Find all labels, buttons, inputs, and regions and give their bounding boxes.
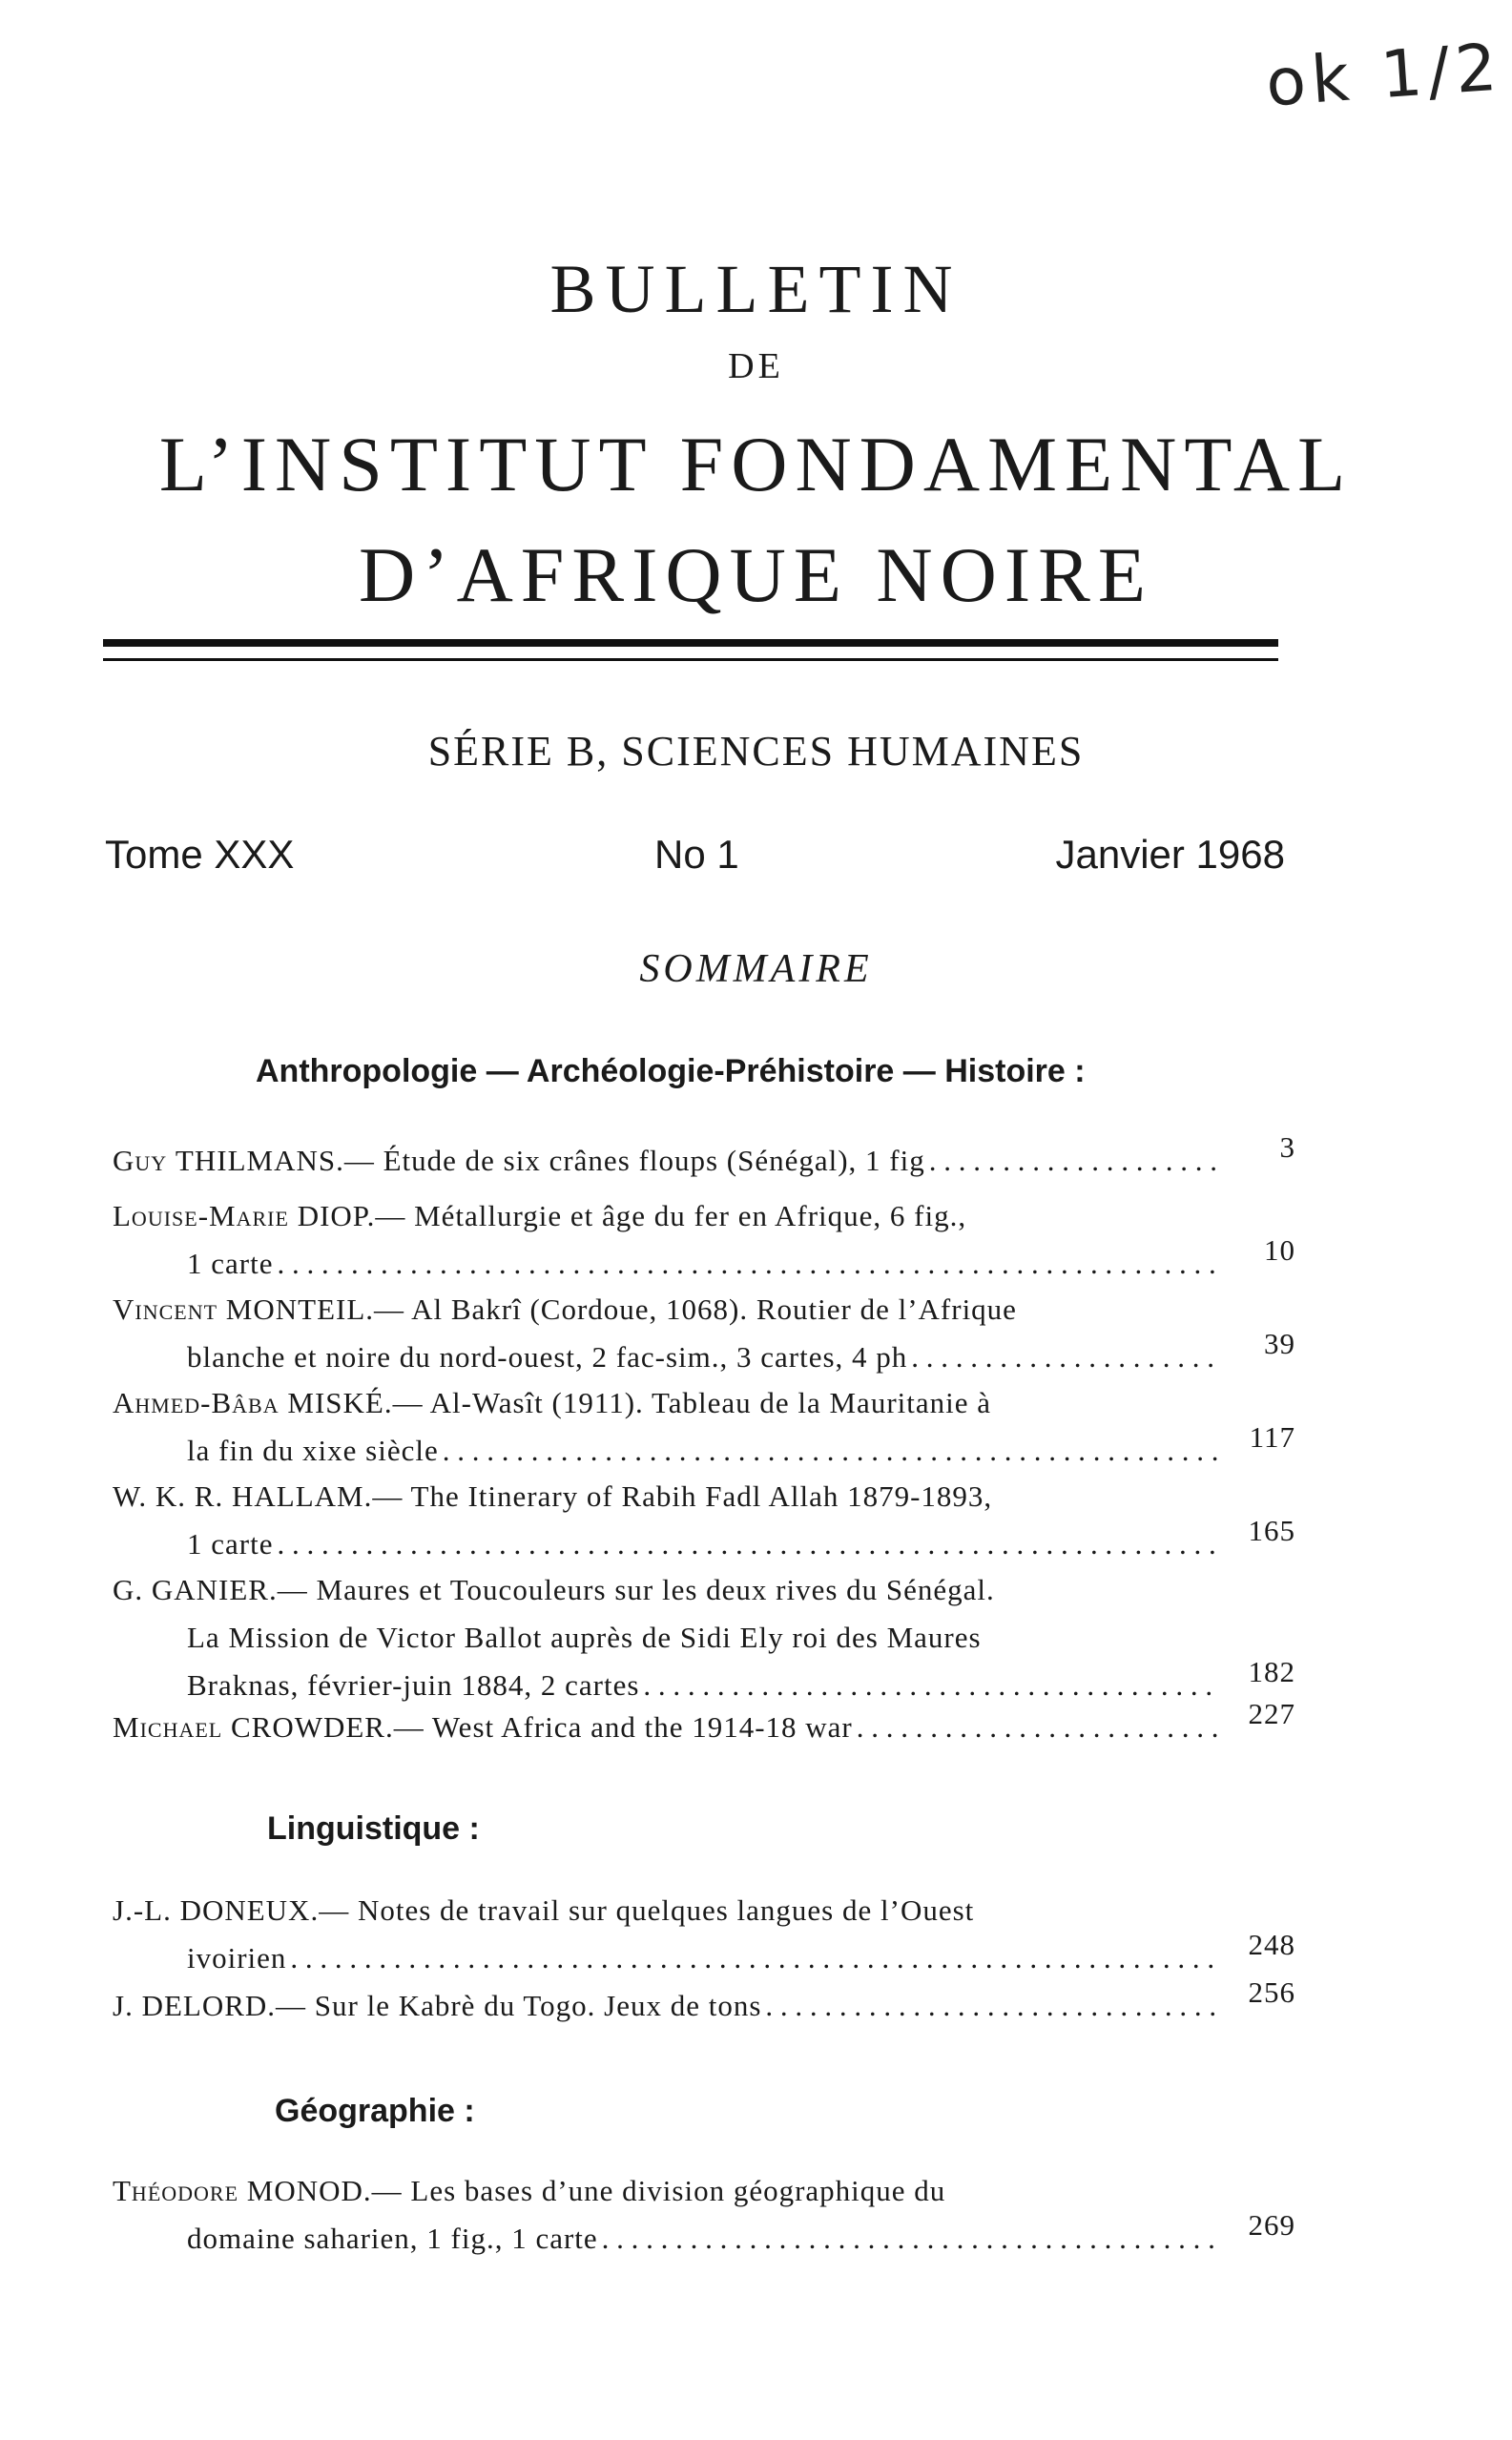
toc-entry-hallam	[113, 1473, 1295, 1568]
series-title: SÉRIE B, SCIENCES HUMAINES	[427, 728, 1085, 775]
entry-title: — Al-Wasît (1911). Tableau de la Mauritanie à	[392, 1386, 992, 1419]
toc-entry-delord	[113, 1975, 1295, 2030]
entry-title-continued: La Mission de Victor Ballot auprès de Sidi Ely roi des Maures	[187, 1621, 982, 1654]
toc-entry-monod	[113, 2167, 1295, 2263]
author-first: Ahmed-Bâba	[113, 1386, 280, 1419]
title-de: DE	[728, 346, 784, 386]
entry-title-continued: domaine saharien, 1 fig., 1 carte	[187, 2222, 598, 2255]
leader-dots	[857, 1704, 1219, 1751]
issue-tome: Tome XXX	[105, 832, 295, 877]
entry-title-continued: blanche et noire du nord-ouest, 2 fac-sim., 3 cartes, 4 ph	[187, 1340, 908, 1374]
entry-title-continued: ivoirien	[187, 1941, 287, 1975]
leader-dots	[929, 1137, 1219, 1185]
page-number: 248	[1248, 1928, 1295, 1961]
entry-title: — The Itinerary of Rabih Fadl Allah 1879-1893,	[372, 1479, 993, 1513]
entry-title-continued: 1 carte	[187, 1527, 274, 1561]
leader-dots	[911, 1334, 1219, 1381]
leader-dots	[277, 1520, 1219, 1568]
author-first: Guy	[113, 1144, 168, 1177]
leader-dots	[277, 1240, 1219, 1288]
author-last: G. GANIER.	[113, 1573, 278, 1606]
entry-title-continued: la fin du xixe siècle	[187, 1434, 439, 1467]
page-number: 256	[1248, 1975, 1295, 2009]
author-first: Vincent	[113, 1292, 218, 1326]
entry-title-continued: Braknas, février-juin 1884, 2 cartes	[187, 1668, 640, 1702]
page-number: 182	[1248, 1655, 1295, 1688]
issue-number: No 1	[654, 832, 739, 877]
author-last: MISKÉ.	[287, 1386, 393, 1419]
entry-title-continued: 1 carte	[187, 1247, 274, 1280]
author-first: Michael	[113, 1710, 223, 1744]
author-first: Théodore	[113, 2174, 239, 2207]
page-number: 39	[1264, 1327, 1295, 1360]
toc-entry-crowder	[113, 1697, 1295, 1751]
toc-entry-thilmans	[113, 1130, 1295, 1185]
author-last: DIOP.	[297, 1199, 376, 1232]
issue-date: Janvier 1968	[1055, 832, 1285, 877]
page-number: 117	[1249, 1420, 1295, 1454]
page-number: 227	[1248, 1697, 1295, 1730]
entry-title: — Les bases d’une division géographique du	[371, 2174, 946, 2207]
entry-title: — Notes de travail sur quelques langues de l’Ouest	[319, 1893, 975, 1927]
section-heading-anthropologie: Anthropologie — Archéologie-Préhistoire — Histoire :	[256, 1053, 1086, 1089]
page-number: 10	[1264, 1233, 1295, 1267]
author-last: W. K. R. HALLAM.	[113, 1479, 373, 1513]
title-bulletin: BULLETIN	[549, 251, 963, 327]
author-last: CROWDER.	[230, 1710, 394, 1744]
entry-title: — Sur le Kabrè du Togo. Jeux de tons	[276, 1989, 762, 2022]
author-last: MONOD.	[246, 2174, 372, 2207]
handwritten-note: ok 1/2	[1263, 30, 1505, 122]
entry-title: — Étude de six crânes floups (Sénégal), 1 fig	[343, 1144, 925, 1177]
entry-title: — Maures et Toucouleurs sur les deux rives du Sénégal.	[277, 1573, 995, 1606]
author-last: J.-L. DONEUX.	[113, 1893, 320, 1927]
page-number: 165	[1248, 1514, 1295, 1547]
author-last: J. DELORD.	[113, 1989, 277, 2022]
page-number: 3	[1279, 1130, 1295, 1164]
author-first: Louise-Marie	[113, 1199, 289, 1232]
sommaire-heading: SOMMAIRE	[639, 947, 873, 991]
author-last: THILMANS.	[175, 1144, 344, 1177]
leader-dots	[765, 1982, 1219, 2030]
entry-title: — Métallurgie et âge du fer en Afrique, 6 fig.,	[375, 1199, 967, 1232]
author-last: MONTEIL.	[225, 1292, 375, 1326]
entry-title: — Al Bakrî (Cordoue, 1068). Routier de l’Afrique	[374, 1292, 1017, 1326]
section-heading-linguistique: Linguistique :	[267, 1810, 480, 1847]
title-institut: L’INSTITUT FONDAMENTAL	[158, 421, 1354, 507]
toc-entry-diop	[113, 1192, 1295, 1288]
leader-dots	[443, 1427, 1219, 1475]
leader-dots	[643, 1662, 1219, 1709]
leader-dots	[290, 1934, 1219, 1982]
entry-title: — West Africa and the 1914-18 war	[393, 1710, 853, 1744]
title-rule-thick	[103, 639, 1278, 647]
toc-entry-miske	[113, 1379, 1295, 1475]
toc-entry-doneux	[113, 1887, 1295, 1982]
toc-entry-ganier	[113, 1566, 1295, 1709]
toc-entry-monteil	[113, 1286, 1295, 1381]
title-afrique-noire: D’AFRIQUE NOIRE	[359, 531, 1153, 618]
leader-dots	[602, 2215, 1219, 2263]
section-heading-geographie: Géographie :	[275, 2093, 475, 2129]
page-number: 269	[1248, 2208, 1295, 2242]
title-rule-thin	[103, 658, 1278, 661]
